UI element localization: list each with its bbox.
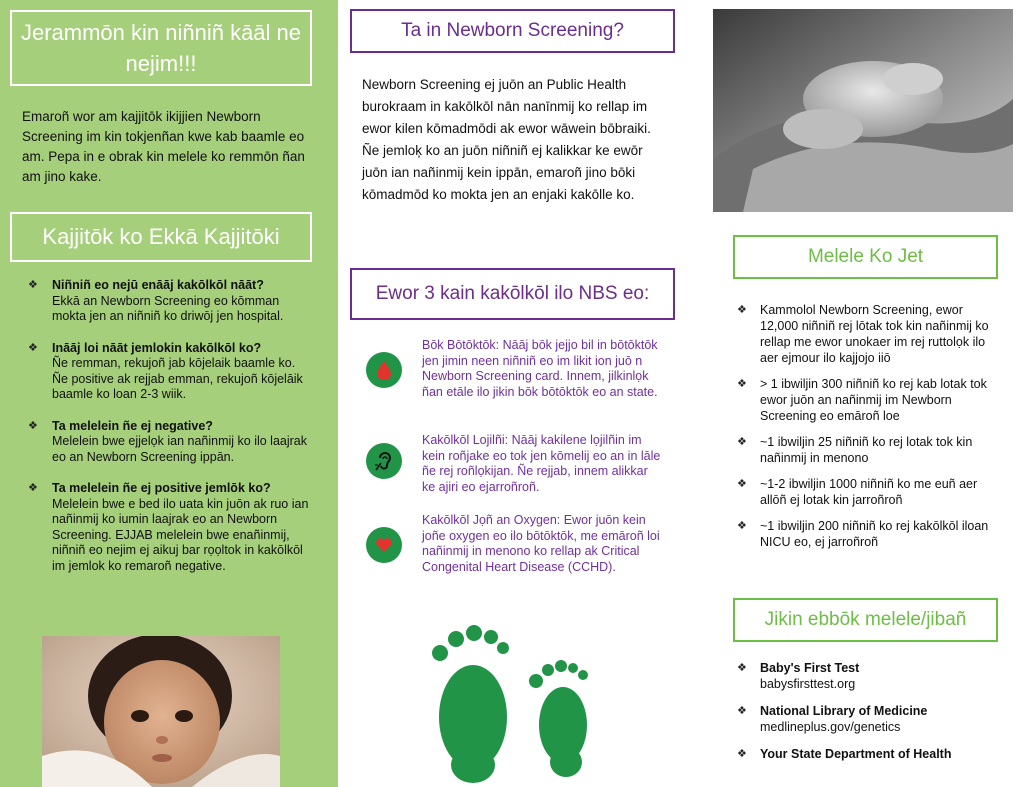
faq-heading xyxy=(10,212,312,262)
fact-text: > 1 ibwiljin 300 niñniñ ko rej kab lotak tok ewor juōn an nañinmij im Newborn Screening eo emāroñ loe xyxy=(760,377,987,423)
test-description: Bōk Bōtōktōk: Nāāj bōk jejjo bil in bōtōktōk jen jimin neen niñniñ eo im likit ion juō n Newborn Screening card. Innem, jilkinlọk ñan etāle ilo jikin bōk bōtōktōk eo an state. xyxy=(422,338,658,399)
resource-item xyxy=(737,746,1001,762)
facts-heading xyxy=(733,235,998,279)
resource-item xyxy=(737,703,1001,735)
faq-question: Ta melelein ñe ej negative? xyxy=(52,418,213,433)
fact-item xyxy=(737,302,1001,366)
resource-name: Your State Department of Health xyxy=(760,747,952,761)
faq-item xyxy=(28,419,313,466)
resource-url[interactable]: babysfirsttest.org xyxy=(760,677,856,691)
brochure-title-text: Jerammōn kin niñniñ kāāl ne nejim!!! xyxy=(20,20,302,76)
footprints-icon xyxy=(418,617,618,787)
resource-url[interactable]: medlineplus.gov/genetics xyxy=(760,720,901,734)
fact-item xyxy=(737,434,1001,466)
fact-item xyxy=(737,376,1001,424)
fact-text: Kammolol Newborn Screening, ewor 12,000 niñniñ rej lōtak tok kin nañinmij ko rellap me ewor unokaer im rej ruttolọk ilo aer ejmour ilo kajjojo iiō xyxy=(760,303,989,365)
diamond-bullet-icon: ❖ xyxy=(28,279,38,291)
fact-item xyxy=(737,518,1001,550)
intro-paragraph: Emaroñ wor am kajjitōk ikijjien Newborn Screening im kin tokjenñan kwe kab baamle eo am. Pepa in e obrak kin melele ko remmōn ñan am jino kake. xyxy=(22,109,305,184)
fact-item xyxy=(737,476,1001,508)
fact-text: ~1-2 ibwiljin 1000 niñniñ ko me euñ aer allōñ ej lotak kin jarroñroñ xyxy=(760,477,978,507)
faq-question: Ta melelein ñe ej positive jemlōk ko? xyxy=(52,481,271,495)
diamond-bullet-icon: ❖ xyxy=(737,436,747,448)
nbs-description: Newborn Screening ej juōn an Public Health burokraam in kakōlkōl nān nanīnmij ko rellap im ewor kilen kōmadmōdi ak ewor wāwein bōbraiki. Ñe jemloķ ko an juōn niñniñ ej kalikkar ke ewōr juōn ian nañinmij kein ippān, emaroñ jino bōki kōmadmōd ko mokta jen an enjaki kakōlle ko. xyxy=(362,77,651,202)
faq-answer: Ñe remman, rekujoñ jab kōjelaik baamle ko. Ñe positive ak rejjab emman, rekujoñ kōjelāik baamle ko loan 2-3 wiik. xyxy=(52,356,303,401)
hands-photo-illustration xyxy=(713,9,1013,212)
resource-name: Baby's First Test xyxy=(760,661,860,675)
left-panel xyxy=(0,0,338,787)
hearing-ear-icon xyxy=(366,443,402,479)
faq-item xyxy=(28,341,313,403)
diamond-bullet-icon: ❖ xyxy=(28,341,38,354)
baby-photo-illustration xyxy=(42,636,280,787)
test-description: Kakōlkōl Lojilñi: Nāāj kakilene lọjilñin im kein roñjake eo tok jen kōmelij eo an in lāle ñe rej roñlọkijan. Ñe rejjab, innem alikkar ke ajiri eo ejarroñroñ. xyxy=(422,433,661,494)
tests-heading xyxy=(350,268,675,320)
faq-item xyxy=(28,481,313,574)
test-description: Kakōlkōl Jọñ an Oxygen: Ewor juōn kein joñe oxygen eo ilo bōtōktōk, me emāroñ loi nañinmij in menono ko rellap ak Critical Congenital Heart Disease (CCHD). xyxy=(422,513,660,574)
brochure-title xyxy=(10,10,312,86)
fact-text: ~1 ibwiljin 200 niñniñ ko rej kakōlkōl iloan NICU eo, ej jarroñroñ xyxy=(760,519,989,549)
hands-photo xyxy=(713,9,1013,212)
fact-text: ~1 ibwiljin 25 niñniñ ko rej lotak tok kin nañinmij in menono xyxy=(760,435,973,465)
resources-heading xyxy=(733,598,998,642)
diamond-bullet-icon: ❖ xyxy=(737,662,747,674)
resource-item xyxy=(737,660,1001,692)
facts-heading-text: Melele Ko Jet xyxy=(807,246,924,267)
faq-question: Niñniñ eo nejū enāāj kakōlkōl nāāt? xyxy=(52,278,264,292)
facts-list xyxy=(737,302,1001,550)
resources-list xyxy=(737,660,1001,762)
diamond-bullet-icon: ❖ xyxy=(28,482,38,494)
faq-answer: Ekkā an Newborn Screening eo kōmman mokta jen an niñniñ ko driwōj jen hospital. xyxy=(52,293,284,323)
faq-heading-text: Kajjitōk ko Ekkā Kajjitōki xyxy=(42,224,280,249)
diamond-bullet-icon: ❖ xyxy=(737,520,747,532)
resource-name: National Library of Medicine xyxy=(760,704,928,718)
faq-item xyxy=(28,278,313,325)
resources-heading-text: Jikin ebbōk melele/jibañ xyxy=(764,609,967,630)
faq-answer: Melelein bwe ejjelọk ian nañinmij ko ilo laajrak eo an Newborn Screening ippān. xyxy=(52,434,307,464)
diamond-bullet-icon: ❖ xyxy=(737,478,747,490)
faq-answer: Melelein bwe e bed ilo uata kin juōn ak ruo ian nañinmij ko iumin laajrak eo an Newborn Screening. EJJAB melelein bwe enañinmij, niñniñ eo nejim ej aikuj bar rọọltok in kakōlkōl im jemlok ko remaroñ negative. xyxy=(52,496,309,573)
baby-photo xyxy=(42,636,280,787)
diamond-bullet-icon: ❖ xyxy=(28,419,38,432)
diamond-bullet-icon: ❖ xyxy=(737,304,747,316)
diamond-bullet-icon: ❖ xyxy=(737,705,747,717)
diamond-bullet-icon: ❖ xyxy=(737,748,747,760)
heart-icon xyxy=(366,527,402,563)
diamond-bullet-icon: ❖ xyxy=(737,378,747,390)
blood-drop-icon xyxy=(366,352,402,388)
what-is-nbs-heading xyxy=(350,9,675,53)
faq-question: Ināāj loi nāāt jemlokin kakōlkōl ko? xyxy=(52,340,262,355)
what-is-nbs-heading-text: Ta in Newborn Screening? xyxy=(401,20,624,41)
tests-heading-text: Ewor 3 kain kakōlkōl ilo NBS eo: xyxy=(375,283,650,304)
faq-list xyxy=(28,278,313,574)
